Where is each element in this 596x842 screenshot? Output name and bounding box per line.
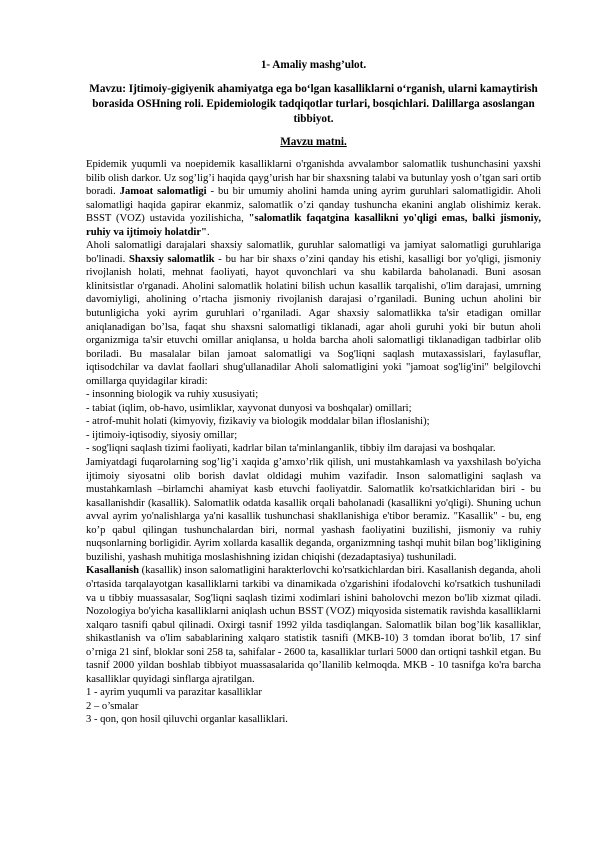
document-page (86, 58, 541, 727)
topic-subtitle: Mavzu: Ijtimoiy-gigiyenik ahamiyatga ega bo‘lgan kasalliklarni o‘rganish, ularni kamaytirish borasida OSHning roli. Epidemiologik tadqiqotlar turlari, bosqichlari. Dalillarga asoslangan tibbiyot. (89, 83, 538, 125)
text-run: Aholi salomatligi darajalari shaxsiy salomatlik, guruhlar salomatligi va jamiyat salomatligi guruhlariga bo'linadi. (86, 240, 541, 265)
list-item: - ijtimoiy-iqtisodiy, siyosiy omillar; (86, 429, 238, 441)
icd-classes-list (86, 686, 541, 727)
text-run: - bu bir umumiy aholini hamda uning ayrim guruhlari salomatligidir. Aholi salomatligi haqida gapirar ekanmiz, salomatlik o’zi qanday tushuncha ekanini anglab olishimiz kerak. BSST (VOZ) ustavida yozilishicha, (86, 186, 542, 225)
who-definition-quote: "salomatlik faqatgina kasallikni yo'qligi emas, balki jismoniy, ruhiy va ijtimoiy holatdir" (86, 213, 541, 238)
factors-list (86, 388, 541, 456)
page-title: 1- Amaliy mashg’ulot. (260, 59, 367, 71)
list-item: - atrof-muhit holati (kimyoviy, fizikaviy va biologik moddalar bilan ifloslanishi); (86, 416, 430, 428)
term-kasallanish: Kasallanish (86, 565, 139, 577)
document-body (86, 158, 541, 727)
text-run: (kasallik) inson salomatligini harakterlovchi ko'rsatkichlardan biri. Kasallanish deganda, aholi o'rtasida tarqalayotgan kasalliklarni tarkibi va dinamikada o'zgarishini ifodalovchi ko'rsatkich tushuniladi va u tibbiy muassasalar, Sog'liqni saqlash tizimi xodimlari ishini baholovchi mezon bo'lib xizmat qiladi. Nozologiya bo'yicha kasalliklarni aniqlash uchun BSST (VOZ) miqyosida sistematik ravishda kasalliklarni xalqaro tasnifi qabul qilinadi. Oxirgi tasnif 1992 yilda tasdiqlangan. Salomatlik bilan bog’lik kasalliklar, shikastlanish va o'lim sabablarining xalqaro statistik tasnifi (MKB-10) 3 tomdan iborat bo'lib, 17 sinf o’rniga 21 sinf, bloklar soni 258 ta, sahifalar - 2600 ta, kasalliklar turlari 5000 dan ortiqni tashkil etgan. Bu tasnif 2000 yildan boshlab tibbiyot muassasalarida qo’llanilib kelmoqda. MKB - 10 tasnifga ko'ra barcha kasalliklar quyidagi sinflarga ajratilgan. (86, 565, 541, 685)
paragraph-morbidity (86, 564, 541, 686)
paragraph-levels (86, 239, 541, 388)
text-run: Epidemik yuqumli va noepidemik kasalliklarni o'rganishda avvalambor salomatlik tushunchasini yaxshi bilib olish darkor. Uz sog’lig’i haqida qayg’urish har bir shaxsning talabi va butunlay yosh o’tgan sari ortib boradi. (86, 159, 541, 198)
list-item: - tabiat (iqlim, ob-havo, usimliklar, xayvonat dunyosi va boshqalar) omillari; (86, 402, 412, 414)
paragraph-intro (86, 158, 541, 239)
list-item: 2 – o’smalar (86, 700, 139, 712)
list-item: 1 - ayrim yuqumli va parazitar kasalliklar (86, 687, 262, 699)
list-item: - sog'liqni saqlash tizimi faoliyati, kadrlar bilan ta'minlanganlik, tibbiy ilm darajasi va boshqalar. (86, 443, 496, 455)
term-shaxsiy-salomatlik: Shaxsiy salomatlik (129, 253, 215, 265)
term-jamoat-salomatligi: Jamoat salomatligi (119, 186, 207, 198)
list-item: 3 - qon, qon hosil qiluvchi organlar kasalliklari. (86, 714, 288, 726)
list-item: - insonning biologik va ruhiy xususiyati; (86, 389, 259, 401)
section-heading: Mavzu matni. (280, 136, 347, 148)
text-run: . (206, 226, 210, 238)
text-run: - bu har bir shaxs o’zini qanday his etishi, kasalligi bor yo'qligi, jismoniy rivojlanish holati, mehnat faoliyati, hayot quvonchlari va shu kabilarda baholanadi. Buni asosan klinitsistlar o'rganadi. Aholini salomatlik holatini bilish uchun kasallik tarqalishi, o'lim darajasi, umrning davomiyligi, aholining o’rtacha jismoniy rivojlanish darajasi o’rganiladi. Buning uchun aholini bir butunligicha yoki ayrim guruhlari o’rganiladi. Agar shaxsiy salomatlikka ta'sir etadigan omillar aniqlanadigan bo’lsa, faqat shu shaxsni salomatligi tiklanadi, agar aholi guruhi yoki bir butun aholi organizmiga ta'sir etuvchi omillar aniqlansa, u holda barcha aholi salomatligi tiklanadigan tadbirlar olib boriladi. Bu masalalar bilan jamoat salomatligi va Sog'liqni saqlash mutaxassislari, faylasuflar, iqtisodchilar va davlat faollari shug'ullanadilar Aholi salomatligini yoki "jamoat sog'lig'ini" belgilovchi omillarga quyidagilar kiradi: (86, 253, 541, 387)
paragraph-disease-concept: Jamiyatdagi fuqarolarning sog’lig’i xaqida g’amxo’rlik qilish, uni mustahkamlash va yaxshilash bo'yicha ijtimoiy siyosatni olib borish davlat oldidagi muhim vazifadir. Inson salomatligini saqlash va mustahkamlash –birlamchi ahamiyat kasb etuvchi faoliyatdir. Salomatlik ko'rsatkichlaridan biri - bu kasallanishdir (kasallik). Salomatlik odatda kasallik orqali baholanadi (kasallikni yo'qligi). Shuning uchun avval ayrim yo'nalishlarga ya'ni kasallik tushunchasi shakllanishiga e'tibor beramiz. "Kasallik" - bu, eng ko’p qabul qilingan tushunchalardan biri, normal yashash faoliyatini buzilishi, jismoniy va ruhiy nuqsonlarning borligidir. Ayrim xollarda kasallik deganda, organizmning tashqi muhit bilan bog’likligining buzilishi, yashash muhitiga moslashishning izidan chiqishi (dezadaptasiya) tushuniladi. (86, 457, 541, 563)
